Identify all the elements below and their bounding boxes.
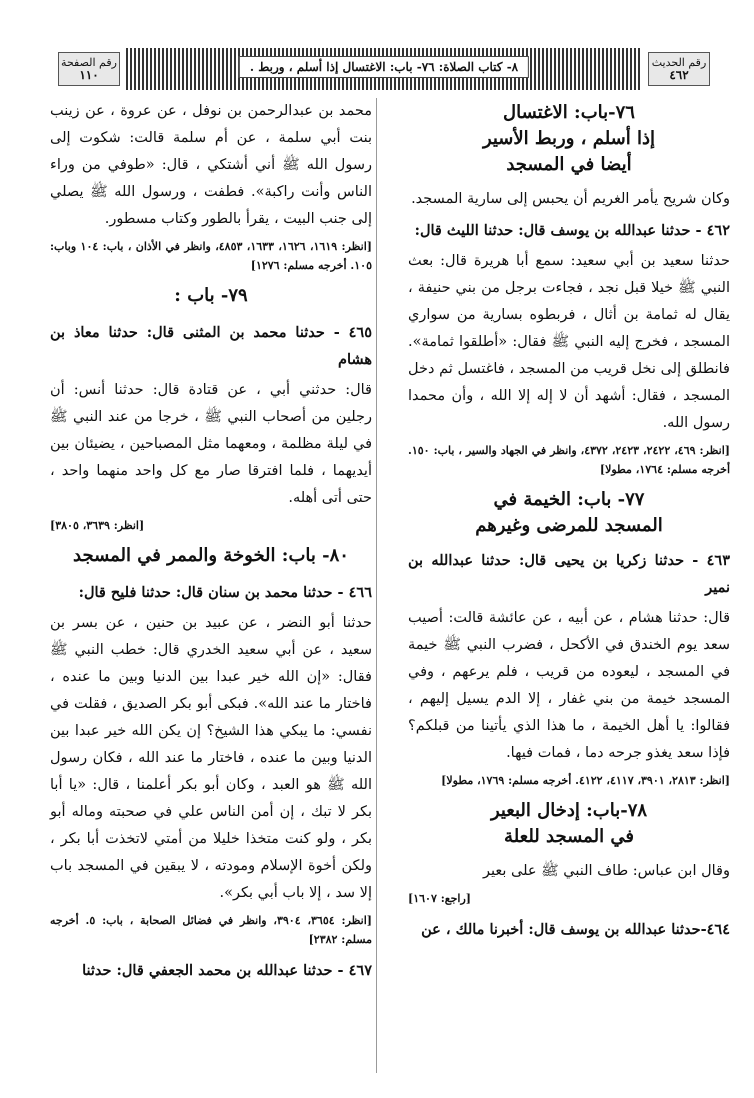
hadith-466-references: [انظر: ٣٦٥٤، ٣٩٠٤، وانظر في فضائل الصحابة ، باب: ٥. أخرجه مسلم: ٢٣٨٢] xyxy=(50,914,372,946)
header-band xyxy=(126,48,642,90)
heading-line: إذا أسلم ، وربط الأسير xyxy=(482,128,656,149)
chapter-76-heading xyxy=(408,100,730,178)
hadith-463-text: قال: حدثنا هشام ، عن أبيه ، عن عائشة قالت: أصيب سعد يوم الخندق في الأكحل ، فضرب النبي ﷺ خيمة في المسجد ، ليعوده من قريب ، فلم يرعهم ، وفي المسجد خيمة من بني غفار ، إلا الدم يسيل إليهم ، فقالوا: يا أهل الخيمة ، ما هذا الذي يأتينا من قبلكم؟ فإذا سعد يغذو جرحه دما ، فمات فيها. xyxy=(408,610,730,761)
left-column xyxy=(50,98,372,988)
hadith-number-box xyxy=(648,52,710,86)
athar-references: [راجع: ١٦٠٧] xyxy=(408,892,471,905)
heading-line: في المسجد للعلة xyxy=(504,826,634,847)
page-header xyxy=(58,48,710,90)
hadith-464-references: [انظر: ١٦١٩، ١٦٢٦، ١٦٣٣، ٤٨٥٣، وانظر في الأذان ، باب: ١٠٤ وباب: ١٠٥. أخرجه مسلم: ١٢٧٦] xyxy=(50,240,372,272)
hadith-number: ٤٦٢ xyxy=(669,68,689,82)
page-number: ١١٠ xyxy=(79,68,99,82)
heading-line: المسجد للمرضى وغيرهم xyxy=(475,515,663,536)
hadith-462-isnad: ٤٦٢ - حدثنا عبدالله بن يوسف قال: حدثنا الليث قال: xyxy=(414,222,730,239)
right-column xyxy=(408,98,730,947)
running-title: ٨- كتاب الصلاة: ٧٦- باب: الاغتسال إذا أسلم ، وربط . xyxy=(239,56,529,78)
hadith-466-isnad: ٤٦٦ - حدثنا محمد بن سنان قال: حدثنا فليح قال: xyxy=(78,584,372,601)
heading-line: أيضا في المسجد xyxy=(506,154,632,175)
hadith-466-text: حدثنا أبو النضر ، عن عبيد بن حنين ، عن بسر بن سعيد ، عن أبي سعيد الخدري قال: خطب النبي ﷺ فقال: «إن الله خير عبدا بين الدنيا وبين ما عنده ، فاختار ما عند الله». فبكى أبو بكر الصديق ، فقلت في نفسي: ما يبكي هذا الشيخ؟ إن يكن الله خير عبدا بين الدنيا وبين ما عنده ، فاختار ما عند الله ، فكان رسول الله ﷺ هو العبد ، وكان أبو بكر أعلمنا ، قال: «يا أبا بكر لا تبك ، إن أمن الناس علي في صحبته وماله أبو بكر ، ولو كنت متخذا خليلا من أمتي لاتخذت أبا بكر ، ولكن أخوة الإسلام ومودته ، لا يبقين في المسجد باب إلا سد ، إلا باب أبي بكر». xyxy=(50,615,372,901)
hadith-464-isnad: ٤٦٤-حدثنا عبدالله بن يوسف قال: أخبرنا مالك ، عن xyxy=(421,921,730,938)
hadith-463-references: [انظر: ٢٨١٣، ٣٩٠١، ٤١١٧، ٤١٢٢. أخرجه مسلم: ١٧٦٩، مطولا] xyxy=(441,774,730,787)
page-number-box xyxy=(58,52,120,86)
hadith-462-references: [انظر: ٤٦٩، ٢٤٢٢، ٢٤٢٣، ٤٣٧٢، وانظر في الجهاد والسير ، باب: ١٥٠. أخرجه مسلم: ١٧٦٤، مطولا] xyxy=(408,444,731,476)
chapter-78-heading xyxy=(408,798,730,850)
hadith-464-text: محمد بن عبدالرحمن بن نوفل ، عن عروة ، عن زينب بنت أبي سلمة ، عن أم سلمة قالت: شكوت إلى رسول الله ﷺ أني أشتكي ، قال: «طوفي من وراء الناس وأنت راكبة». فطفت ، ورسول الله ﷺ يصلي إلى جنب البيت ، يقرأ بالطور وكتاب مسطور. xyxy=(50,103,372,227)
athar-shurayh: وكان شريح يأمر الغريم أن يحبس إلى سارية المسجد. xyxy=(411,191,730,207)
chapter-80-heading: ٨٠- باب: الخوخة والممر في المسجد xyxy=(73,545,349,566)
chapter-77-heading xyxy=(408,487,730,539)
hadith-462-text: حدثنا سعيد بن أبي سعيد: سمع أبا هريرة قال: بعث النبي ﷺ خيلا قبل نجد ، فجاءت برجل من بني حنيفة ، يقال له ثمامة بن أثال ، فربطوه بسارية من سواري المسجد ، فخرج إليه النبي ﷺ فقال: «أطلقوا ثمامة». فانطلق إلى نخل قريب من المسجد ، فاغتسل ثم دخل المسجد ، فقال: أشهد أن لا إله إلا الله ، وأن محمدا رسول الله. xyxy=(408,253,730,431)
athar-ibn-abbas: وقال ابن عباس: طاف النبي ﷺ على بعير xyxy=(482,863,730,879)
column-divider xyxy=(376,98,377,1073)
hadith-467-isnad: ٤٦٧ - حدثنا عبدالله بن محمد الجعفي قال: حدثنا xyxy=(82,962,372,979)
hadith-465-text: قال: حدثني أبي ، عن قتادة قال: حدثنا أنس: أن رجلين من أصحاب النبي ﷺ ، خرجا من عند النبي ﷺ في ليلة مظلمة ، ومعهما مثل المصباحين ، يضيئان بين أيديهما ، فلما افترقا صار مع كل واحد منهما واحد ، حتى أتى أهله. xyxy=(50,382,372,506)
hadith-465-references: [انظر: ٣٦٣٩، ٣٨٠٥] xyxy=(50,519,145,532)
heading-line: ٧٧- باب: الخيمة في xyxy=(493,489,645,510)
heading-line: ٧٨-باب: إدخال البعير xyxy=(490,800,648,821)
hadith-463-isnad: ٤٦٣ - حدثنا زكريا بن يحيى قال: حدثنا عبدالله بن نمير xyxy=(408,552,730,596)
heading-line: ٧٦-باب: الاغتسال xyxy=(503,102,635,123)
hadith-465-isnad: ٤٦٥ - حدثنا محمد بن المثنى قال: حدثنا معاذ بن هشام xyxy=(50,324,372,368)
hadith-number-label: رقم الحديث xyxy=(651,56,707,69)
page-number-label: رقم الصفحة xyxy=(61,56,117,69)
chapter-79-heading: ٧٩- باب : xyxy=(174,285,248,306)
